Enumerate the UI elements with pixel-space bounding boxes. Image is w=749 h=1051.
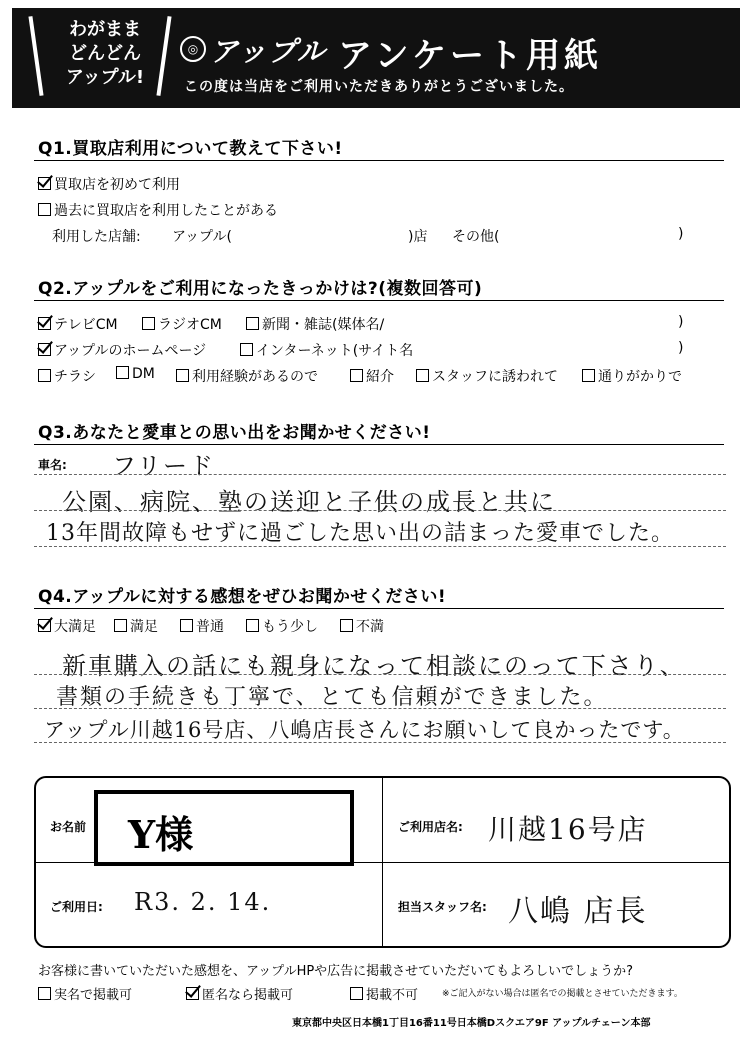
writing-line	[34, 742, 726, 743]
shop-value: 川越16号店	[488, 813, 648, 846]
checkbox[interactable]	[38, 369, 51, 382]
option-label: DM	[132, 366, 155, 382]
q2-row1-close: )	[678, 314, 684, 330]
q1-shop-other: その他(	[452, 229, 500, 245]
option-label: もう少し	[262, 619, 318, 635]
slogan	[50, 18, 160, 90]
q4-answer-line: 書類の手続きも丁寧で、とても信頼ができました。	[56, 685, 608, 710]
name-label: お名前	[50, 820, 87, 834]
q4-rule	[34, 608, 724, 609]
page-title: アンケート用紙	[338, 36, 602, 76]
q4-answer-line: アップル川越16号店、八嶋店長さんにお願いして良かったです。	[44, 718, 685, 742]
q1-shop-suffix: )店	[408, 229, 428, 245]
q2-option-experience[interactable]	[176, 366, 318, 386]
q4-option-normal[interactable]	[180, 616, 224, 636]
option-label: 不満	[356, 619, 384, 635]
q4-heading: Q4.アップルに対する感想をぜひお聞かせください!	[38, 587, 447, 607]
q4-option-very-satisfied[interactable]	[38, 616, 96, 636]
q1-rule	[34, 160, 724, 161]
q2-option-newspaper[interactable]	[246, 314, 384, 334]
customer-info-card	[34, 776, 731, 948]
writing-line	[34, 674, 726, 675]
brand-logo: アップル	[210, 35, 327, 68]
option-label: 通りがかりで	[598, 369, 682, 385]
option-label: 実名で掲載可	[54, 988, 133, 1003]
publish-note: ※ご記入がない場合は匿名での掲載とさせていただきます。	[442, 989, 683, 999]
q4-option-slightly[interactable]	[246, 616, 318, 636]
q2-rule	[34, 300, 724, 301]
option-label: 満足	[130, 619, 158, 635]
option-label: 匿名なら掲載可	[202, 988, 294, 1003]
q2-option-homepage[interactable]	[38, 340, 206, 360]
option-label: 過去に買取店を利用したことがある	[54, 203, 278, 219]
publish-option-not-allowed[interactable]	[350, 984, 418, 1003]
q2-option-radio[interactable]	[142, 314, 222, 334]
header-banner	[12, 8, 740, 108]
checkbox[interactable]	[350, 369, 363, 382]
checkbox[interactable]	[240, 343, 253, 356]
q1-option-used-before[interactable]	[38, 200, 278, 220]
option-label: 利用経験があるので	[192, 369, 318, 385]
q4-option-satisfied[interactable]	[114, 616, 158, 636]
checkbox-checked[interactable]	[186, 987, 199, 1000]
q2-option-staff[interactable]	[416, 366, 558, 386]
checkbox[interactable]	[38, 203, 51, 216]
checkbox[interactable]	[176, 369, 189, 382]
checkbox[interactable]	[180, 619, 193, 632]
option-label: ラジオCM	[158, 317, 222, 333]
option-label: 大満足	[54, 619, 96, 635]
staff-value: 八嶋 店長	[508, 894, 648, 929]
q2-option-passing[interactable]	[582, 366, 682, 386]
option-label: テレビCM	[54, 317, 118, 333]
option-label: チラシ	[54, 369, 96, 385]
slogan-line: どんどん	[69, 43, 141, 64]
writing-line	[34, 546, 726, 547]
publish-option-anonymous[interactable]	[186, 984, 293, 1003]
q2-option-flyer[interactable]	[38, 366, 96, 386]
publish-question: お客様に書いていただいた感想を、アップルHPや広告に掲載させていただいてもよろしいでしょうか?	[38, 964, 634, 979]
checkbox-checked[interactable]	[38, 317, 51, 330]
checkbox-checked[interactable]	[38, 343, 51, 356]
shop-label: ご利用店名:	[398, 820, 463, 834]
checkbox-checked[interactable]	[38, 177, 51, 190]
checkbox[interactable]	[246, 619, 259, 632]
q1-option-first-time[interactable]	[38, 174, 180, 194]
checkbox-checked[interactable]	[38, 619, 51, 632]
q1-shop-apple: アップル(	[172, 229, 232, 245]
q4-answer-line: 新車購入の話にも親身になって相談にのって下さり、	[62, 652, 686, 680]
q2-heading: Q2.アップルをご利用になったきっかけは?(複数回答可)	[38, 279, 483, 299]
checkbox[interactable]	[246, 317, 259, 330]
slogan-line: わがまま	[69, 19, 141, 40]
option-label: 紹介	[366, 369, 394, 385]
q3-rule	[34, 444, 724, 445]
checkbox[interactable]	[350, 987, 363, 1000]
q3-answer-line: 13年間故障もせずに過ごした思い出の詰まった愛車でした。	[46, 521, 674, 546]
car-name-value: フリード	[112, 452, 216, 480]
option-label: 新聞・雑誌(媒体名/	[262, 317, 385, 333]
slash-decoration-left	[28, 16, 43, 96]
company-address: 東京都中央区日本橋1丁目16番11号日本橋Dスクエア9F アップルチェーン本部	[292, 1018, 651, 1029]
checkbox[interactable]	[416, 369, 429, 382]
checkbox[interactable]	[142, 317, 155, 330]
q3-answer-line: 公園、病院、塾の送迎と子供の成長と共に	[62, 488, 556, 516]
apple-logo-icon: ◎	[180, 36, 206, 62]
page-subtitle: この度は当店をご利用いただきありがとうございました。	[184, 79, 574, 95]
car-name-label: 車名:	[38, 458, 67, 472]
option-label: インターネット(サイト名	[256, 343, 414, 359]
writing-line	[34, 708, 726, 709]
q1-shop-close: )	[678, 226, 684, 242]
checkbox[interactable]	[116, 366, 129, 379]
q2-option-internet[interactable]	[240, 340, 413, 360]
q2-option-dm[interactable]	[116, 366, 155, 382]
q1-heading: Q1.買取店利用について教えて下さい!	[38, 139, 343, 159]
writing-line	[34, 510, 726, 511]
date-value: R3. 2. 14.	[134, 888, 272, 916]
option-label: 買取店を初めて利用	[54, 177, 180, 193]
q2-option-referral[interactable]	[350, 366, 394, 386]
option-label: 普通	[196, 619, 224, 635]
name-field[interactable]	[94, 790, 354, 866]
option-label: アップルのホームページ	[54, 343, 207, 359]
checkbox[interactable]	[582, 369, 595, 382]
writing-line	[34, 474, 726, 475]
q2-row2-close: )	[678, 340, 684, 356]
name-value: Y様	[128, 812, 194, 857]
q3-heading: Q3.あなたと愛車との思い出をお聞かせください!	[38, 423, 431, 443]
checkbox[interactable]	[38, 987, 51, 1000]
q2-option-tv[interactable]	[38, 314, 118, 334]
checkbox[interactable]	[340, 619, 353, 632]
staff-label: 担当スタッフ名:	[398, 900, 487, 914]
option-label: 掲載不可	[366, 988, 419, 1003]
slogan-line: アップル!	[65, 67, 145, 88]
publish-option-real-name[interactable]	[38, 984, 132, 1003]
checkbox[interactable]	[114, 619, 127, 632]
q1-shop-prefix: 利用した店舗:	[52, 229, 141, 245]
q4-option-dissatisfied[interactable]	[340, 616, 384, 636]
option-label: スタッフに誘われて	[432, 369, 558, 385]
date-label: ご利用日:	[50, 900, 103, 914]
